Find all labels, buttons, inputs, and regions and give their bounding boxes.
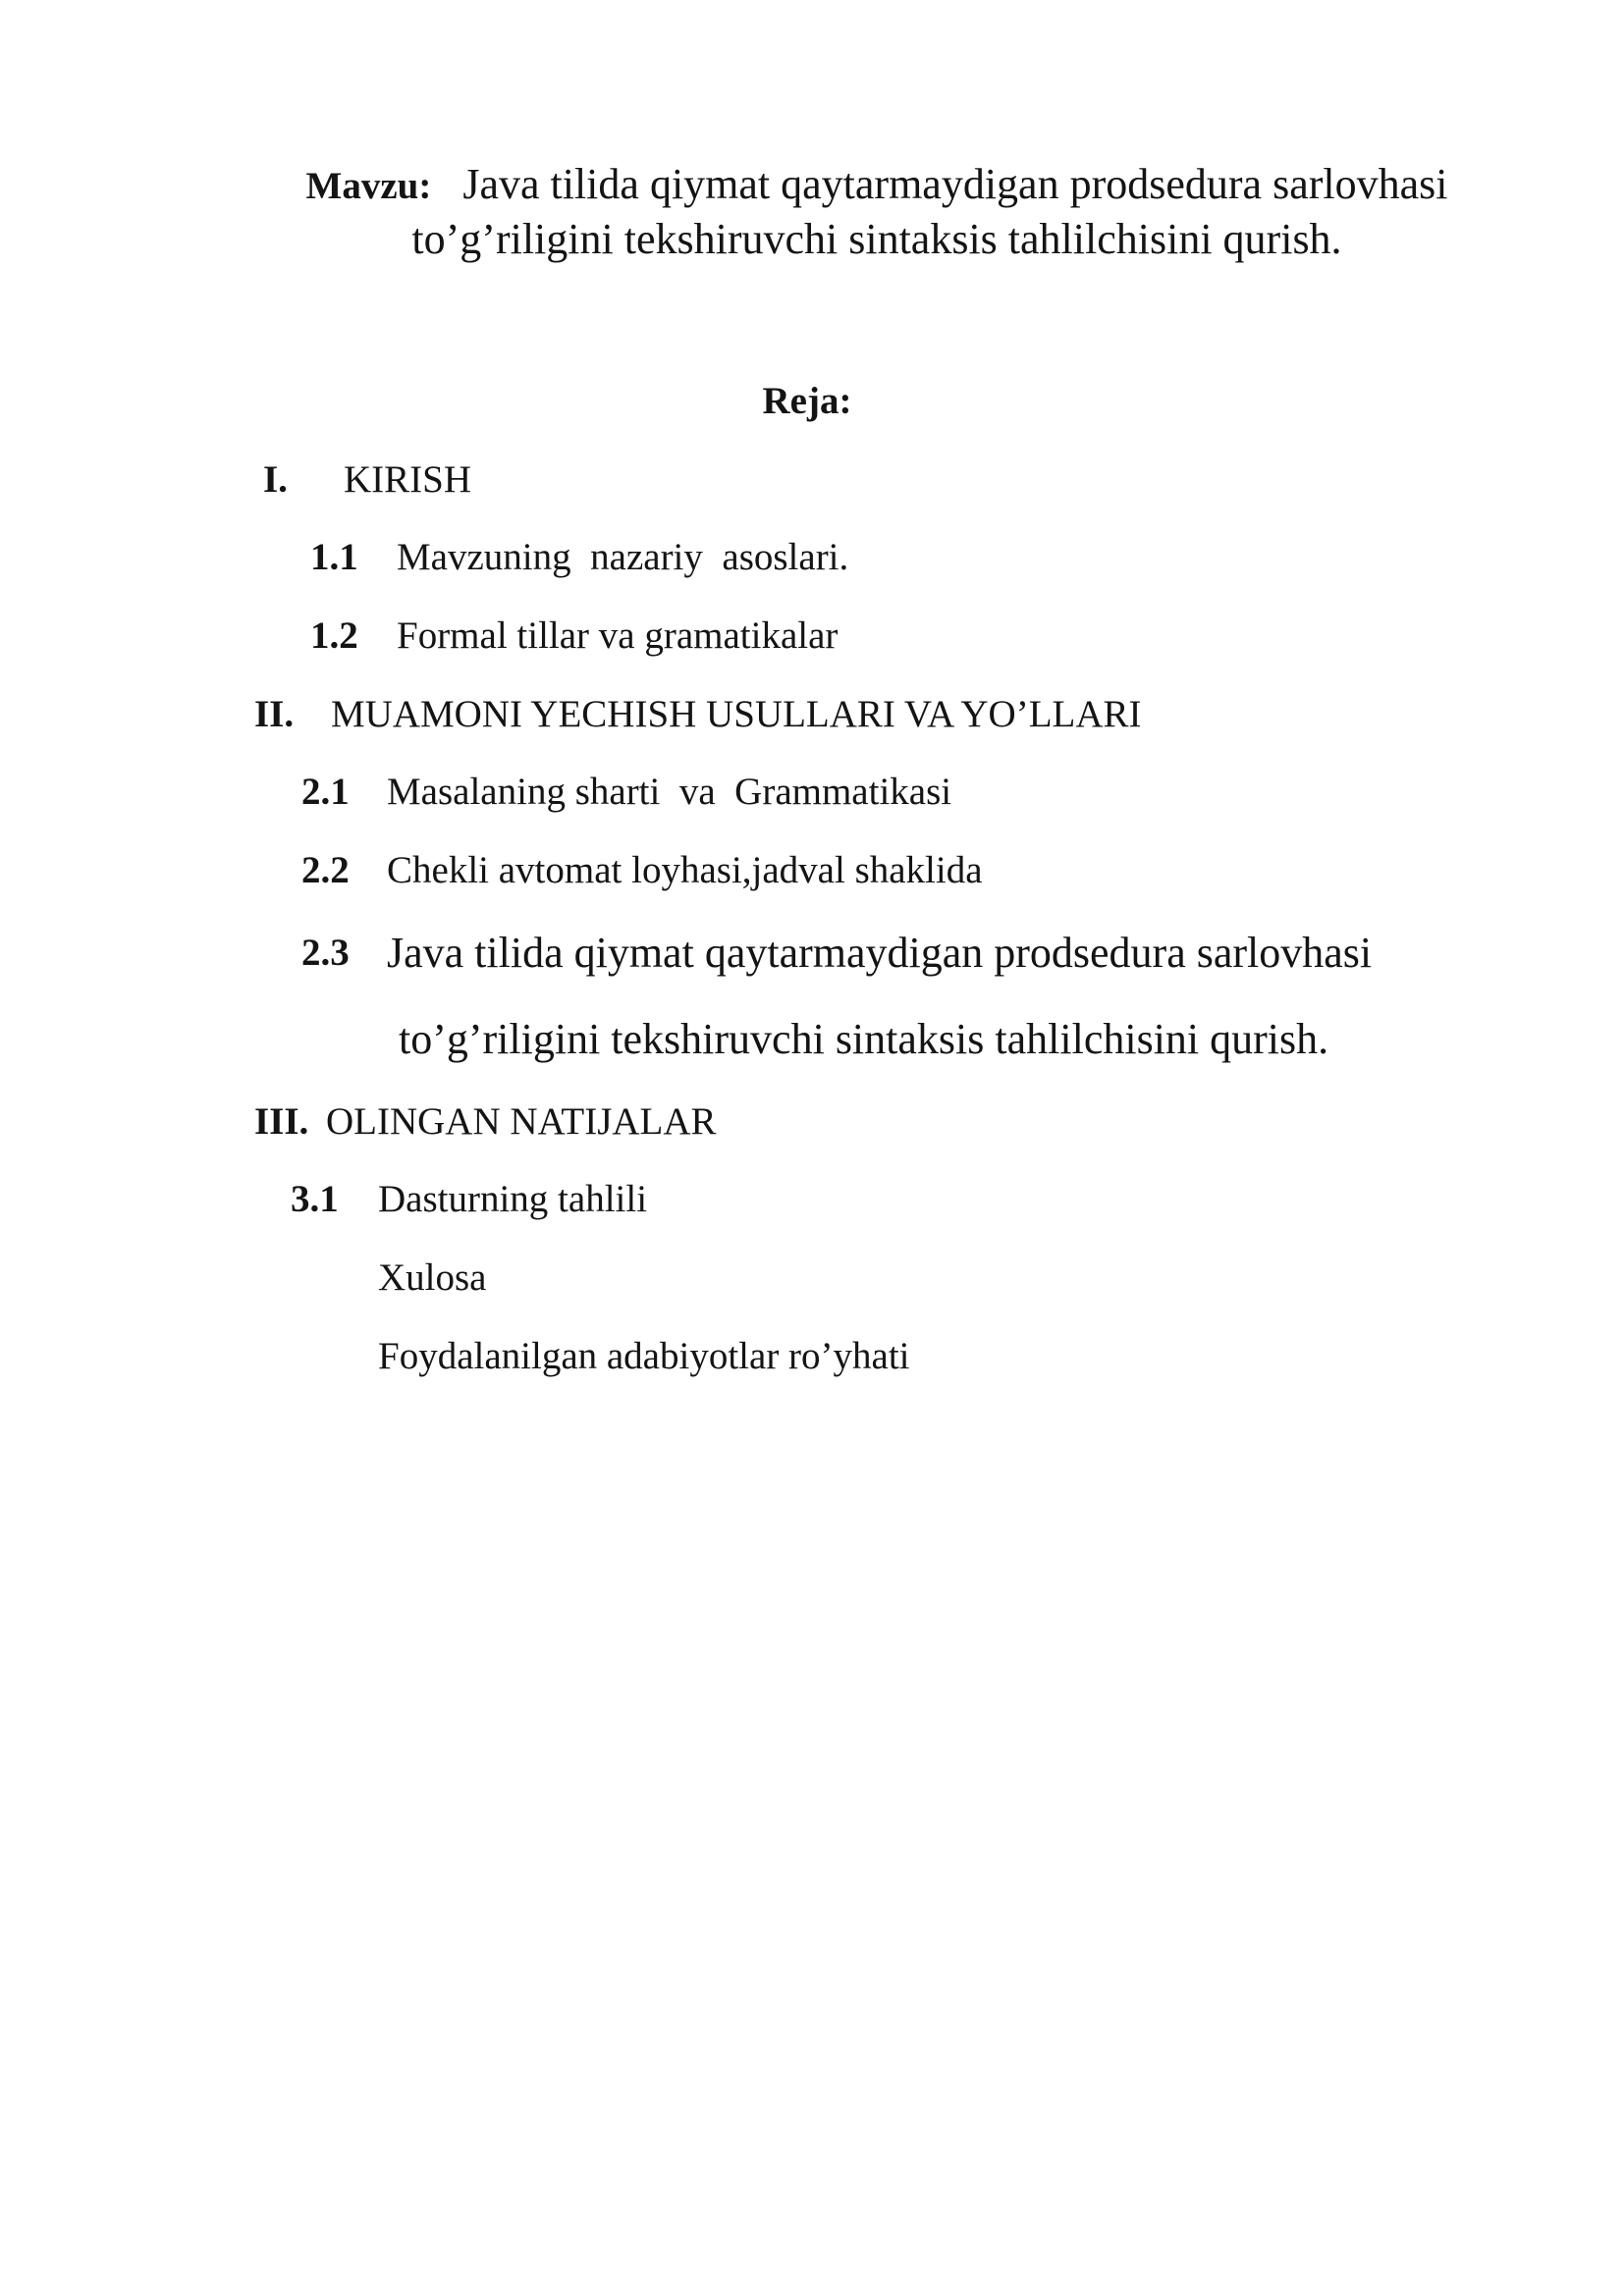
- section-title: MUAMONI YECHISH USULLARI VA YO’LLARI: [331, 693, 1142, 735]
- references-title: Foydalanilgan adabiyotlar ro’yhati: [378, 1335, 910, 1377]
- item-2-3: [0, 929, 1624, 978]
- topic-block: [130, 157, 1624, 267]
- item-number: 1.1: [310, 536, 358, 578]
- item-1-2: [0, 612, 1624, 661]
- item-2-2: [0, 846, 1624, 895]
- item-title: Masalaning sharti va Grammatikasi: [387, 771, 952, 813]
- topic-title-line-2: to’g’riligini tekshiruvchi sintaksis tahlilchisini qurish.: [411, 215, 1342, 263]
- item-number: 2.3: [301, 932, 350, 974]
- item-number: 1.2: [310, 614, 358, 657]
- section-title: OLINGAN NATIJALAR: [326, 1100, 717, 1143]
- conclusion-title: Xulosa: [378, 1256, 487, 1299]
- item-title: Mavzuning nazariy asoslari.: [397, 536, 849, 578]
- section-2: [0, 690, 1624, 739]
- section-title: KIRISH: [344, 458, 472, 501]
- item-title: Formal tillar va gramatikalar: [397, 614, 839, 657]
- item-title: Chekli avtomat loyhasi,jadval shaklida: [387, 849, 983, 891]
- section-number: I.: [263, 458, 288, 501]
- topic-line-1: [130, 157, 1624, 212]
- section-number: II.: [254, 693, 295, 735]
- item-title: Java tilida qiymat qaytarmaydigan prodsedura sarlovhasi: [387, 929, 1373, 977]
- item-2-1: [0, 768, 1624, 817]
- topic-title-line-1: Java tilida qiymat qaytarmaydigan prodsedura sarlovhasi: [462, 160, 1448, 208]
- topic-line-2: [130, 212, 1624, 267]
- section-number: III.: [254, 1100, 309, 1143]
- item-number: 2.1: [301, 771, 350, 813]
- section-1: [0, 455, 1624, 505]
- references-entry: [0, 1332, 1624, 1381]
- item-number: 3.1: [291, 1178, 339, 1220]
- item-2-3-continuation: [0, 1015, 1624, 1064]
- topic-label: Mavzu:: [305, 165, 432, 207]
- item-3-1: [0, 1175, 1624, 1224]
- item-title: Dasturning tahlili: [378, 1178, 648, 1220]
- plan-heading: Reja:: [762, 380, 852, 422]
- item-number: 2.2: [301, 849, 350, 891]
- section-3: [0, 1097, 1624, 1147]
- item-title-continuation: to’g’riligini tekshiruvchi sintaksis tahlilchisini qurish.: [399, 1015, 1329, 1063]
- item-1-1: [0, 533, 1624, 582]
- conclusion-entry: [0, 1254, 1624, 1303]
